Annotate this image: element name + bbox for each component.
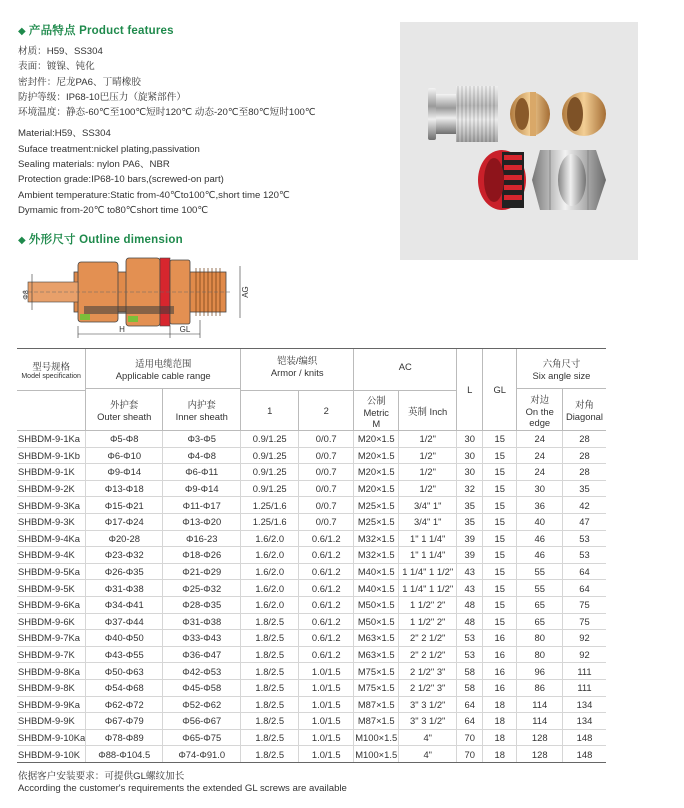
armor-2-cell: 0.6/1.2: [299, 630, 354, 647]
metric-cell: M63×1.5: [354, 630, 399, 647]
l-cell: 35: [457, 497, 483, 514]
feature-line: Dymamic from-20℃ to80℃short time 100℃: [18, 204, 209, 216]
edge-cell: 86: [517, 679, 563, 696]
metric-cell: M20×1.5: [354, 464, 399, 481]
product-photo: [400, 22, 638, 260]
outer-sheath-cell: Φ43-Φ55: [86, 646, 163, 663]
features-title: ◆ 产品特点 Product features: [18, 25, 174, 37]
inner-sheath-cell: Φ13-Φ20: [163, 513, 241, 530]
outer-sheath-cell: Φ23-Φ32: [86, 547, 163, 564]
feature-line: 表面：镀镍、钝化: [18, 61, 95, 73]
inner-sheath-header: 内护套 Inner sheath: [163, 389, 241, 431]
model-cell: SHBDM-9-8Ka: [17, 663, 86, 680]
diagonal-cell: 53: [563, 547, 606, 564]
edge-cell: 24: [517, 431, 563, 448]
model-cell: SHBDM-9-3K: [17, 513, 86, 530]
gl-cell: 15: [483, 513, 517, 530]
l-cell: 39: [457, 547, 483, 564]
gl-cell: 18: [483, 713, 517, 730]
table-row: [17, 563, 606, 580]
table-row: [17, 431, 606, 448]
armor-2-cell: 0.6/1.2: [299, 547, 354, 564]
outer-sheath-cell: Φ15-Φ21: [86, 497, 163, 514]
inch-cell: 2 1/2" 3": [399, 679, 457, 696]
inch-cell: 1/2": [399, 431, 457, 448]
l-cell: 43: [457, 563, 483, 580]
edge-cell: 36: [517, 497, 563, 514]
model-header: 型号规格 Model specification: [17, 349, 86, 391]
table-row: [17, 646, 606, 663]
inner-sheath-cell: Φ25-Φ32: [163, 580, 241, 597]
metric-cell: M87×1.5: [354, 696, 399, 713]
armor-2-cell: 0/0.7: [299, 480, 354, 497]
l-cell: 58: [457, 679, 483, 696]
armor-2-cell: 1.0/1.5: [299, 679, 354, 696]
table-row: [17, 547, 606, 564]
edge-cell: 46: [517, 530, 563, 547]
armor-header: 铠装/编织 Armor / knits: [241, 349, 354, 391]
l-cell: 48: [457, 596, 483, 613]
armor-1-cell: 1.8/2.5: [241, 679, 299, 696]
metric-cell: M87×1.5: [354, 713, 399, 730]
l-cell: 64: [457, 696, 483, 713]
armor-2-cell: 0/0.7: [299, 447, 354, 464]
inner-sheath-cell: Φ31-Φ38: [163, 613, 241, 630]
l-cell: 53: [457, 630, 483, 647]
edge-cell: 65: [517, 596, 563, 613]
l-cell: 30: [457, 431, 483, 448]
metric-cell: M20×1.5: [354, 431, 399, 448]
feature-line: Sealing materials: nylon PA6、NBR: [18, 159, 170, 171]
armor-2-cell: 0.6/1.2: [299, 530, 354, 547]
armor-1-cell: 1.8/2.5: [241, 729, 299, 746]
l-header: L: [457, 349, 483, 431]
gl-cell: 15: [483, 596, 517, 613]
gl-cell: 15: [483, 447, 517, 464]
edge-cell: 80: [517, 630, 563, 647]
edge-cell: 128: [517, 746, 563, 763]
outer-sheath-cell: Φ54-Φ68: [86, 679, 163, 696]
edge-cell: 55: [517, 580, 563, 597]
cap-nut-part: [532, 150, 606, 210]
inner-sheath-cell: Φ11-Φ17: [163, 497, 241, 514]
table-row: [17, 596, 606, 613]
armor-1-cell: 1.6/2.0: [241, 580, 299, 597]
edge-cell: 128: [517, 729, 563, 746]
feature-line: Suface treatment:nickel plating,passivation: [18, 143, 200, 155]
inch-cell: 3/4" 1": [399, 513, 457, 530]
metric-cell: M75×1.5: [354, 663, 399, 680]
inch-cell: 2" 2 1/2": [399, 630, 457, 647]
armor-1-cell: 1.25/1.6: [241, 497, 299, 514]
inner-sheath-cell: Φ28-Φ35: [163, 596, 241, 613]
outer-sheath-cell: Φ78-Φ89: [86, 729, 163, 746]
gl-cell: 15: [483, 431, 517, 448]
outline-title: ◆ 外形尺寸 Outline dimension: [18, 234, 183, 246]
armor-1-cell: 0.9/1.25: [241, 464, 299, 481]
inner-sheath-cell: Φ45-Φ58: [163, 679, 241, 696]
h-label: H: [119, 325, 125, 334]
metric-cell: M32×1.5: [354, 547, 399, 564]
armor-1-cell: 1.8/2.5: [241, 713, 299, 730]
diagonal-cell: 75: [563, 596, 606, 613]
gl-cell: 15: [483, 547, 517, 564]
diagonal-cell: 111: [563, 679, 606, 696]
ag-label: AG: [241, 286, 250, 298]
inch-cell: 1 1/4" 1 1/2": [399, 580, 457, 597]
model-cell: SHBDM-9-3Ka: [17, 497, 86, 514]
features-list: [18, 44, 388, 218]
l-cell: 70: [457, 729, 483, 746]
model-cell: SHBDM-9-9K: [17, 713, 86, 730]
inner-sheath-cell: Φ65-Φ75: [163, 729, 241, 746]
diamond-bullet-icon: ◆: [18, 235, 26, 246]
table-row: [17, 696, 606, 713]
diagonal-cell: 35: [563, 480, 606, 497]
model-cell: SHBDM-9-10Ka: [17, 729, 86, 746]
armor-1-header: 1: [241, 391, 299, 431]
outer-sheath-cell: Φ5-Φ8: [86, 431, 163, 448]
metric-cell: M40×1.5: [354, 563, 399, 580]
inner-sheath-cell: Φ4-Φ8: [163, 447, 241, 464]
armor-1-cell: 1.6/2.0: [241, 596, 299, 613]
armor-1-cell: 1.25/1.6: [241, 513, 299, 530]
edge-cell: 24: [517, 447, 563, 464]
inner-sheath-cell: Φ33-Φ43: [163, 630, 241, 647]
inch-cell: 1" 1 1/4": [399, 530, 457, 547]
table-row: [17, 729, 606, 746]
l-cell: 64: [457, 713, 483, 730]
model-header-en: [17, 391, 86, 431]
spec-table: [17, 348, 606, 763]
inch-header: 英制 Inch: [399, 391, 457, 431]
gl-cell: 15: [483, 613, 517, 630]
model-cell: SHBDM-9-6Ka: [17, 596, 86, 613]
inner-sheath-cell: Φ56-Φ67: [163, 713, 241, 730]
diagonal-cell: 28: [563, 464, 606, 481]
armor-2-cell: 1.0/1.5: [299, 663, 354, 680]
metric-cell: M100×1.5: [354, 746, 399, 763]
inch-cell: 3" 3 1/2": [399, 696, 457, 713]
inner-sheath-cell: Φ36-Φ47: [163, 646, 241, 663]
inner-sheath-cell: Φ18-Φ26: [163, 547, 241, 564]
outer-sheath-cell: Φ40-Φ50: [86, 630, 163, 647]
edge-cell: 24: [517, 464, 563, 481]
diagonal-cell: 42: [563, 497, 606, 514]
gl-cell: 15: [483, 497, 517, 514]
feature-line: 环境温度：静态-60℃至100℃短时120℃ 动态-20℃至80℃短时100℃: [18, 107, 316, 119]
table-row: [17, 530, 606, 547]
outer-sheath-cell: Φ6-Φ10: [86, 447, 163, 464]
inch-cell: 3" 3 1/2": [399, 713, 457, 730]
feature-line: 防护等级：IP68-10巴压力（旋紧部件）: [18, 91, 186, 103]
l-cell: 48: [457, 613, 483, 630]
table-row: [17, 746, 606, 763]
armor-2-cell: 0/0.7: [299, 497, 354, 514]
gl-cell: 15: [483, 480, 517, 497]
outer-sheath-cell: Φ50-Φ63: [86, 663, 163, 680]
edge-cell: 114: [517, 696, 563, 713]
edge-cell: 65: [517, 613, 563, 630]
table-row: [17, 464, 606, 481]
outer-sheath-cell: Φ20-28: [86, 530, 163, 547]
inch-cell: 1 1/2" 2": [399, 613, 457, 630]
diagonal-cell: 53: [563, 530, 606, 547]
diagonal-cell: 92: [563, 646, 606, 663]
red-seal-part: [478, 150, 526, 210]
diagonal-cell: 28: [563, 431, 606, 448]
diagonal-cell: 134: [563, 713, 606, 730]
table-row: [17, 613, 606, 630]
diagonal-cell: 75: [563, 613, 606, 630]
gland-outline-shape: [22, 258, 232, 326]
inner-sheath-cell: Φ52-Φ62: [163, 696, 241, 713]
outer-sheath-cell: Φ67-Φ79: [86, 713, 163, 730]
table-row: [17, 497, 606, 514]
hex-header: 六角尺寸 Six angle size: [517, 349, 606, 389]
l-cell: 30: [457, 447, 483, 464]
gl-cell: 18: [483, 746, 517, 763]
armor-2-cell: 0/0.7: [299, 431, 354, 448]
outer-sheath-cell: Φ13-Φ18: [86, 480, 163, 497]
footnote-en: According the customer's requirements the extended GL screws are available: [18, 783, 347, 794]
gl-cell: 18: [483, 729, 517, 746]
gl-label: GL: [179, 325, 191, 334]
edge-cell: 80: [517, 646, 563, 663]
inch-cell: 1 1/2" 2": [399, 596, 457, 613]
metric-cell: M100×1.5: [354, 729, 399, 746]
outer-sheath-cell: Φ31-Φ38: [86, 580, 163, 597]
inch-cell: 1" 1 1/4": [399, 547, 457, 564]
inner-sheath-cell: Φ74-Φ91.0: [163, 746, 241, 763]
table-row: [17, 713, 606, 730]
inner-sheath-cell: Φ9-Φ14: [163, 480, 241, 497]
ac-header: AC: [354, 349, 457, 391]
model-cell: SHBDM-9-4K: [17, 547, 86, 564]
model-cell: SHBDM-9-7K: [17, 646, 86, 663]
brass-ring-part: [510, 92, 606, 136]
armor-2-cell: 1.0/1.5: [299, 713, 354, 730]
gl-cell: 16: [483, 646, 517, 663]
armor-1-cell: 1.6/2.0: [241, 530, 299, 547]
inch-cell: 2" 2 1/2": [399, 646, 457, 663]
metric-cell: M75×1.5: [354, 679, 399, 696]
model-cell: SHBDM-9-10K: [17, 746, 86, 763]
inch-cell: 1 1/4" 1 1/2": [399, 563, 457, 580]
model-cell: SHBDM-9-1Kb: [17, 447, 86, 464]
gl-cell: 15: [483, 580, 517, 597]
diagonal-cell: 47: [563, 513, 606, 530]
metric-cell: M50×1.5: [354, 596, 399, 613]
l-cell: 43: [457, 580, 483, 597]
table-row: [17, 663, 606, 680]
armor-1-cell: 1.8/2.5: [241, 630, 299, 647]
model-cell: SHBDM-9-9Ka: [17, 696, 86, 713]
l-cell: 53: [457, 646, 483, 663]
inch-cell: 3/4" 1": [399, 497, 457, 514]
outer-sheath-cell: Φ34-Φ41: [86, 596, 163, 613]
armor-2-cell: 0.6/1.2: [299, 596, 354, 613]
feature-line: Material:H59、SS304: [18, 128, 111, 140]
armor-1-cell: 1.8/2.5: [241, 646, 299, 663]
armor-2-cell: 0.6/1.2: [299, 563, 354, 580]
armor-1-cell: 0.9/1.25: [241, 480, 299, 497]
model-cell: SHBDM-9-7Ka: [17, 630, 86, 647]
outer-sheath-cell: Φ37-Φ44: [86, 613, 163, 630]
inner-sheath-cell: Φ6-Φ11: [163, 464, 241, 481]
inch-cell: 1/2": [399, 464, 457, 481]
model-cell: SHBDM-9-8K: [17, 679, 86, 696]
outer-sheath-cell: Φ17-Φ24: [86, 513, 163, 530]
metric-cell: M25×1.5: [354, 497, 399, 514]
armor-1-cell: 1.8/2.5: [241, 613, 299, 630]
armor-2-cell: 0.6/1.2: [299, 613, 354, 630]
dia-label: Φ8: [23, 290, 30, 300]
l-cell: 39: [457, 530, 483, 547]
model-cell: SHBDM-9-6K: [17, 613, 86, 630]
edge-cell: 114: [517, 713, 563, 730]
metric-cell: M32×1.5: [354, 530, 399, 547]
diagonal-cell: 64: [563, 563, 606, 580]
edge-cell: 55: [517, 563, 563, 580]
gl-cell: 16: [483, 663, 517, 680]
inch-cell: 4": [399, 729, 457, 746]
metric-cell: M20×1.5: [354, 480, 399, 497]
metric-cell: M50×1.5: [354, 613, 399, 630]
inner-sheath-cell: Φ3-Φ5: [163, 431, 241, 448]
l-cell: 35: [457, 513, 483, 530]
feature-line: 材质：H59、SS304: [18, 46, 103, 57]
gl-cell: 18: [483, 696, 517, 713]
armor-2-cell: 0/0.7: [299, 513, 354, 530]
edge-cell: 46: [517, 547, 563, 564]
gland-body-part: [428, 86, 498, 142]
inch-cell: 4": [399, 746, 457, 763]
edge-header: 对边 On the edge: [517, 389, 563, 431]
gl-cell: 15: [483, 530, 517, 547]
outer-sheath-cell: Φ88-Φ104.5: [86, 746, 163, 763]
diagonal-cell: 148: [563, 746, 606, 763]
metric-cell: M20×1.5: [354, 447, 399, 464]
gl-cell: 15: [483, 563, 517, 580]
inner-sheath-cell: Φ16-23: [163, 530, 241, 547]
feature-line: Protection grade:IP68-10 bars,(screwed-on part): [18, 174, 224, 186]
diagonal-header: 对角 Diagonal: [563, 389, 606, 431]
inner-sheath-cell: Φ42-Φ53: [163, 663, 241, 680]
metric-header: 公制 Metric M: [354, 391, 399, 431]
gl-header: GL: [483, 349, 517, 431]
outline-drawing: [18, 250, 258, 345]
l-cell: 32: [457, 480, 483, 497]
metric-cell: M63×1.5: [354, 646, 399, 663]
diagonal-cell: 111: [563, 663, 606, 680]
diamond-bullet-icon: ◆: [18, 26, 26, 37]
model-cell: SHBDM-9-4Ka: [17, 530, 86, 547]
armor-1-cell: 1.8/2.5: [241, 696, 299, 713]
table-row: [17, 630, 606, 647]
inner-sheath-cell: Φ21-Φ29: [163, 563, 241, 580]
gl-cell: 15: [483, 464, 517, 481]
armor-2-header: 2: [299, 391, 354, 431]
diagonal-cell: 134: [563, 696, 606, 713]
model-cell: SHBDM-9-1K: [17, 464, 86, 481]
model-cell: SHBDM-9-1Ka: [17, 431, 86, 448]
edge-cell: 96: [517, 663, 563, 680]
inch-cell: 2 1/2" 3": [399, 663, 457, 680]
armor-2-cell: 0.6/1.2: [299, 646, 354, 663]
armor-2-cell: 0/0.7: [299, 464, 354, 481]
model-cell: SHBDM-9-2K: [17, 480, 86, 497]
inch-cell: 1/2": [399, 447, 457, 464]
outer-sheath-cell: Φ62-Φ72: [86, 696, 163, 713]
armor-2-cell: 1.0/1.5: [299, 729, 354, 746]
edge-cell: 30: [517, 480, 563, 497]
gl-cell: 16: [483, 679, 517, 696]
model-cell: SHBDM-9-5Ka: [17, 563, 86, 580]
footnote: [18, 771, 347, 795]
diagonal-cell: 28: [563, 447, 606, 464]
table-row: [17, 580, 606, 597]
armor-1-cell: 0.9/1.25: [241, 447, 299, 464]
armor-1-cell: 1.8/2.5: [241, 746, 299, 763]
diagonal-cell: 148: [563, 729, 606, 746]
armor-1-cell: 0.9/1.25: [241, 431, 299, 448]
outer-sheath-cell: Φ26-Φ35: [86, 563, 163, 580]
armor-1-cell: 1.6/2.0: [241, 563, 299, 580]
l-cell: 70: [457, 746, 483, 763]
outer-sheath-header: 外护套 Outer sheath: [86, 389, 163, 431]
l-cell: 30: [457, 464, 483, 481]
diagonal-cell: 64: [563, 580, 606, 597]
table-row: [17, 447, 606, 464]
armor-1-cell: 1.8/2.5: [241, 663, 299, 680]
footnote-cn: 依据客户安装要求：可提供GL螺纹加长: [18, 771, 185, 782]
feature-line: 密封件：尼龙PA6、丁晴橡胶: [18, 76, 141, 88]
edge-cell: 40: [517, 513, 563, 530]
model-cell: SHBDM-9-5K: [17, 580, 86, 597]
inch-cell: 1/2": [399, 480, 457, 497]
armor-1-cell: 1.6/2.0: [241, 547, 299, 564]
outer-sheath-cell: Φ9-Φ14: [86, 464, 163, 481]
table-row: [17, 513, 606, 530]
diagonal-cell: 92: [563, 630, 606, 647]
l-cell: 58: [457, 663, 483, 680]
cable-range-header: 适用电缆范围 Applicable cable range: [86, 349, 241, 389]
table-row: [17, 679, 606, 696]
armor-2-cell: 0.6/1.2: [299, 580, 354, 597]
table-row: [17, 480, 606, 497]
armor-2-cell: 1.0/1.5: [299, 696, 354, 713]
metric-cell: M40×1.5: [354, 580, 399, 597]
gl-cell: 16: [483, 630, 517, 647]
metric-cell: M25×1.5: [354, 513, 399, 530]
feature-line: Ambient temperature:Static from-40℃to100℃,short time 120℃: [18, 189, 290, 201]
armor-2-cell: 1.0/1.5: [299, 746, 354, 763]
